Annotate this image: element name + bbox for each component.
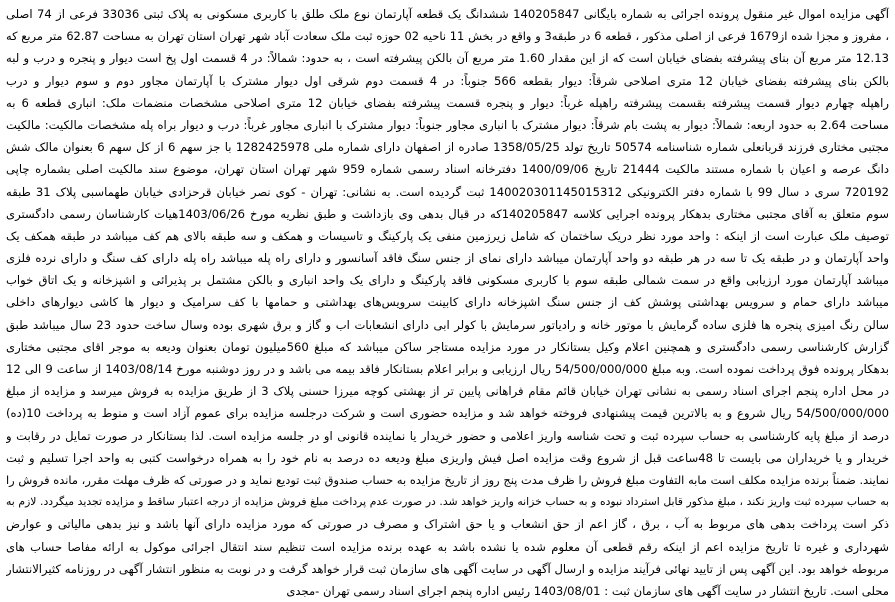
notice-line: ذکر است پرداخت بدهی های مربوط به آب ، برق ، گاز اعم از حق انشعاب و یا حق اشتراک و مصرف در صورتی که مورد مزایده دارای آنها باشد و نیز بدهی مالیاتی و عوارض [6,517,889,532]
notice-line: سالن رنگ امیزی پنجره ها فلزی ساده گرمایش با موتور خانه و رادیاتور سرمایش با کولر ابی دارای انشعابات اب و گاز و برق شهری بوده وسال ساخت حدود 23 سال میباشد طبق [6,317,889,332]
notice-line: مربوطه خواهد بود. این آگهی پس از تایید نهائی فرآیند مزایده و ارسال آگهی در سایت آگهی های سازمان ثبت قرار خواهد گرفت و در نوبت به منظور انتشار آگهی در روزنامه کثیرالانتشار [6,561,889,576]
notice-line: واحد آپارتمان و در طبقه یک تا سه در هر طبقه دو واحد آپارتمان میباشد دارای نمای از جنس سنگ فاقد آسانسور و دارای راه پله میباشد راه پله دارای کف سنگ و دارای نرده فلزی [6,251,889,266]
notice-line: گزارش کارشناسی رسمی دادگستری و همچنین اعلام وکیل بستانکار در مورد مزایده مستاجر ساکن میباشد که مبلغ 560میلیون تومان بعنوان ودیعه به موجر اقای مجتبی مختاری [6,339,889,354]
notice-line: سوم متعلق به آقای مجتبی مختاری بدهکار پرونده اجرایی کلاسه 140205847که در قبال بدهی وی بازداشت و طبق نظریه مورخ 1403/06/26هیات کارشناسان رسمی دادگستری [6,206,889,221]
notice-line: آگهی مزایده اموال غیر منقول پرونده اجرائی به شماره بایگانی 140205847 ششدانگ یک قطعه آپارتمان نوع ملک طلق با کاربری مسکونی به پلاک ثبتی 33036 فرعی از 74 اصلی [6,7,889,21]
notice-line: خریدار و یا خریداران می بایست تا 48ساعت قبل از شروع وقت مزایده اصل فیش واریزی مبلغ ودیعه ده درصد به نام خود را به همراه درخواست کتبی به واحد اجرا تسلیم و ثبت [6,450,889,465]
notice-line: در محل اداره پنجم اجرای اسناد رسمی به نشانی تهران خیابان قائم مقام فراهانی پایین تر از بهشتی کوچه میرزا حسنی پلاک 3 از طریق مزایده به فروش میرسد و مزایده از مبلغ [6,384,889,399]
notice-line: درصد از مبلغ پایه کارشناسی به حساب سپرده ثبت و تحت شناسه واریز اعلامی و حضور خریدار یا نماینده قانونی او در جلسه مزایده است. لذا بستانکار در صورت تمایل در رقابت و [6,428,889,443]
notice-line: 54/500/000/000 ریال شروع و به بالاترین قیمت پیشنهادی فروخته خواهد شد و مزایده حضوری است و شرکت درجلسه مزایده برای عموم آزاد است و منوط به پرداخت 10(ده) [6,406,889,421]
notice-line: مجتبی مختاری فرزند قربانعلی شماره شناسنامه 50574 تاریخ تولد 1358/05/25 صادره از اصفهان دارای شماره ملی 1282425978 با جز سهم 6 از کل سهم 6 بعنوان مالک شش [6,140,889,155]
notice-line: نمایند. ضمناً برنده مزایده مکلف است مابه التفاوت مبلغ فروش را ظرف مدت پنج روز از تاریخ مزایده به حساب صندوق ثبت تودیع نماید و در صورتی که ظرف مهلت مقرر، مانده فروش را [6,472,889,487]
notice-line: 12.13 متر مربع آن بنای پیشرفته بفضای خیابان است که از این مقدار 1.60 متر مربع آن بالکن پیشرفته است ، به حدود: شمالاً: در 4 قسمت اول پخ است دیوار و پنجره و درب و لبه [6,51,889,66]
notice-line: توصیف ملک عبارت است از اینکه : واحد مورد نظر دریک ساختمان که شامل زیرزمین منفی یک پارکینگ و تاسیسات و همکف و سه طبقه بالای هم کف میباشد در طبقه همکف یک [6,228,889,243]
notice-line: میباشد دارای حمام و سرویس بهداشتی پوشش کف از جنس سنگ اشپزخانه دارای کابینت سرویس‌های بهداشتی و حمامها با کف سرامیک و دیوار ها کاشی دیوارهای داخلی [6,295,889,310]
notice-line: به حساب سپرده ثبت واریز نکند ، مبلغ مذکور قابل استرداد نبوده و به حساب خزانه واریز خواهد شد. در صورت عدم پرداخت مبلغ فروش مزایده از درجه اعتبار ساقط و مزایده تجدید میگردد. لازم به [6,495,889,509]
notice-line: بالکن بنای پیشرفته بفضای خیابان 12 متری اصلاحی شرقاً: دیوار بقطعه 566 جنوباً: در 4 قسمت دوم شرقی اول دیوار مشترک با آپارتمان مجاور دوم و سوم دیوار و درب [6,73,889,88]
notice-line: مساحت 2.64 به حدود اربعه: شمالاً: دیوار به پشت بام شرقاً: دیوار مشترک با انباری مجاور جنوباً: دیوار مشترک با انباری مجاور غرباً: درب و دیوار براه پله مشخصات مالکیت: مالکیت [6,117,889,132]
notice-line: میباشد آپارتمان مورد ارزیابی واقع در سمت شمالی طبقه سوم با کاربری مسکونی فاقد پارکینگ و دارای یک واحد انباری و بالکن مشتمل بر پذیرائی و اشپزخانه و یک اتاق خواب [6,273,889,288]
notice-line: دانگ عرصه و اعیان با شماره مستند مالکیت 21444 تاریخ 1400/09/06 دفترخانه اسناد رسمی شماره 959 شهر تهران استان تهران، موضوع سند مالکیت اصلی بشماره چاپی [6,162,889,177]
notice-line: 720192 سری د سال 99 با شماره دفتر الکترونیکی 140020301145015312 ثبت گردیده است. به نشانی: تهران - کوی نصر خیابان قرحزادی خیابان طهماسبی پلاک 31 طبقه [6,184,889,199]
notice-line: بدهکار پرونده فوق پرداخت نموده است. وبه مبلغ 54/500/000/000 ریال ارزیابی و برابر اعلام بستانکار فاقد بیمه می باشد و در روز دوشنبه مورخ 1403/08/14 از ساعت 9 الی 12 [6,362,889,376]
notice-line-last: محلی است. تاریخ انتشار در سایت آگهی های سازمان ثبت : 1403/08/01 رئیس اداره پنجم اجرای اسناد رسمی تهران -مجدی [286,583,889,598]
notice-line: شهرداری و غیره تا تاریخ مزایده اعم از اینکه رقم قطعی آن معلوم شده یا نشده باشد به عهده برنده مزایده است تنظیم سند انتقال اجرائی موکول به ارائه مفاصا حساب های [6,539,889,554]
notice-line: راهپله چهارم دیوار قسمت پیشرفته بقسمت پیشرفته راهپله غرباً: دیوار و پنجره قسمت پیشرفته بفضای خیابان 12 متری اصلاحی مشخصات منضمات ملک: انباری قطعه 6 به [6,95,889,110]
notice-line: ، مفروز و مجزا شده از1679 فرعی از اصلی مذکور ، قطعه 6 در طبقه3 و واقع در بخش 11 ناحیه 02 حوزه ثبت ملک سعادت آباد شهر تهران استان تهران به مساحت 62.87 متر مربع که [6,29,889,44]
